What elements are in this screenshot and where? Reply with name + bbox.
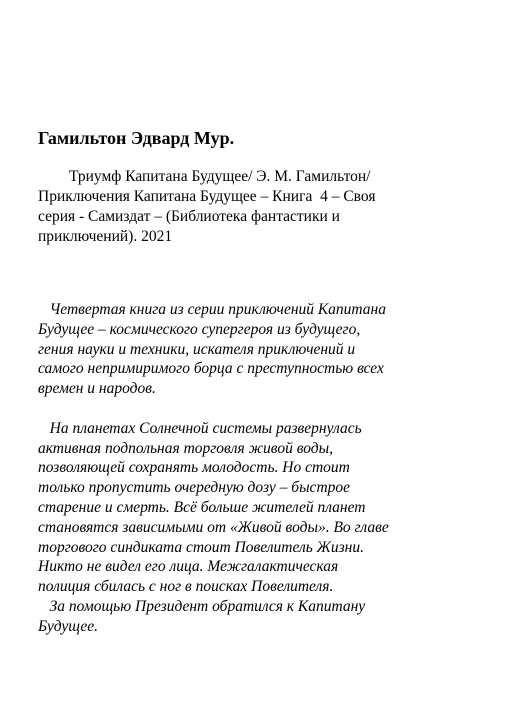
annotation-line: Будущее. <box>38 617 99 635</box>
author-heading: Гамильтон Эдвард Мур. <box>38 128 235 148</box>
bibliographic-record <box>38 167 478 247</box>
annotation-line: торгового синдиката стоит Повелитель Жизни. <box>38 538 364 556</box>
biblio-line: Триумф Капитана Будущее/ Э. М. Гамильтон/ <box>38 168 371 185</box>
book-annotation <box>38 300 488 637</box>
annotation-line: полиция сбилась с ног в поисках Повелителя. <box>38 578 334 596</box>
annotation-line: На планетах Солнечной системы развернулась <box>38 419 362 437</box>
biblio-line: приключений). 2021 <box>38 228 173 245</box>
annotation-line: Никто не видел его лица. Межгалактическая <box>38 558 339 576</box>
annotation-line: Четвертая книга из серии приключений Капитана <box>38 301 387 318</box>
biblio-line: серия - Самиздат – (Библиотека фантастики и <box>38 208 340 225</box>
biblio-line: Приключения Капитана Будущее – Книга 4 – Своя <box>38 188 376 205</box>
annotation-line: позволяющей сохранять молодость. Но стоит <box>38 459 350 477</box>
paragraph-gap <box>38 399 488 419</box>
annotation-line: гения науки и техники, искателя приключений и <box>38 340 356 358</box>
annotation-line: За помощью Президент обратился к Капитану <box>38 597 366 615</box>
annotation-line: самого непримиримого борца с преступностью всех <box>38 360 384 378</box>
annotation-line: активная подпольная торговля живой воды, <box>38 439 333 457</box>
annotation-line: времен и народов. <box>38 380 156 398</box>
annotation-line: старение и смерть. Всё больше жителей планет <box>38 498 366 516</box>
annotation-line: только пропустить очередную дозу – быстрое <box>38 479 351 497</box>
annotation-line: Будущее – космического супергероя из будущего, <box>38 320 361 338</box>
annotation-line: становятся зависимыми от «Живой воды». Во главе <box>38 518 389 536</box>
